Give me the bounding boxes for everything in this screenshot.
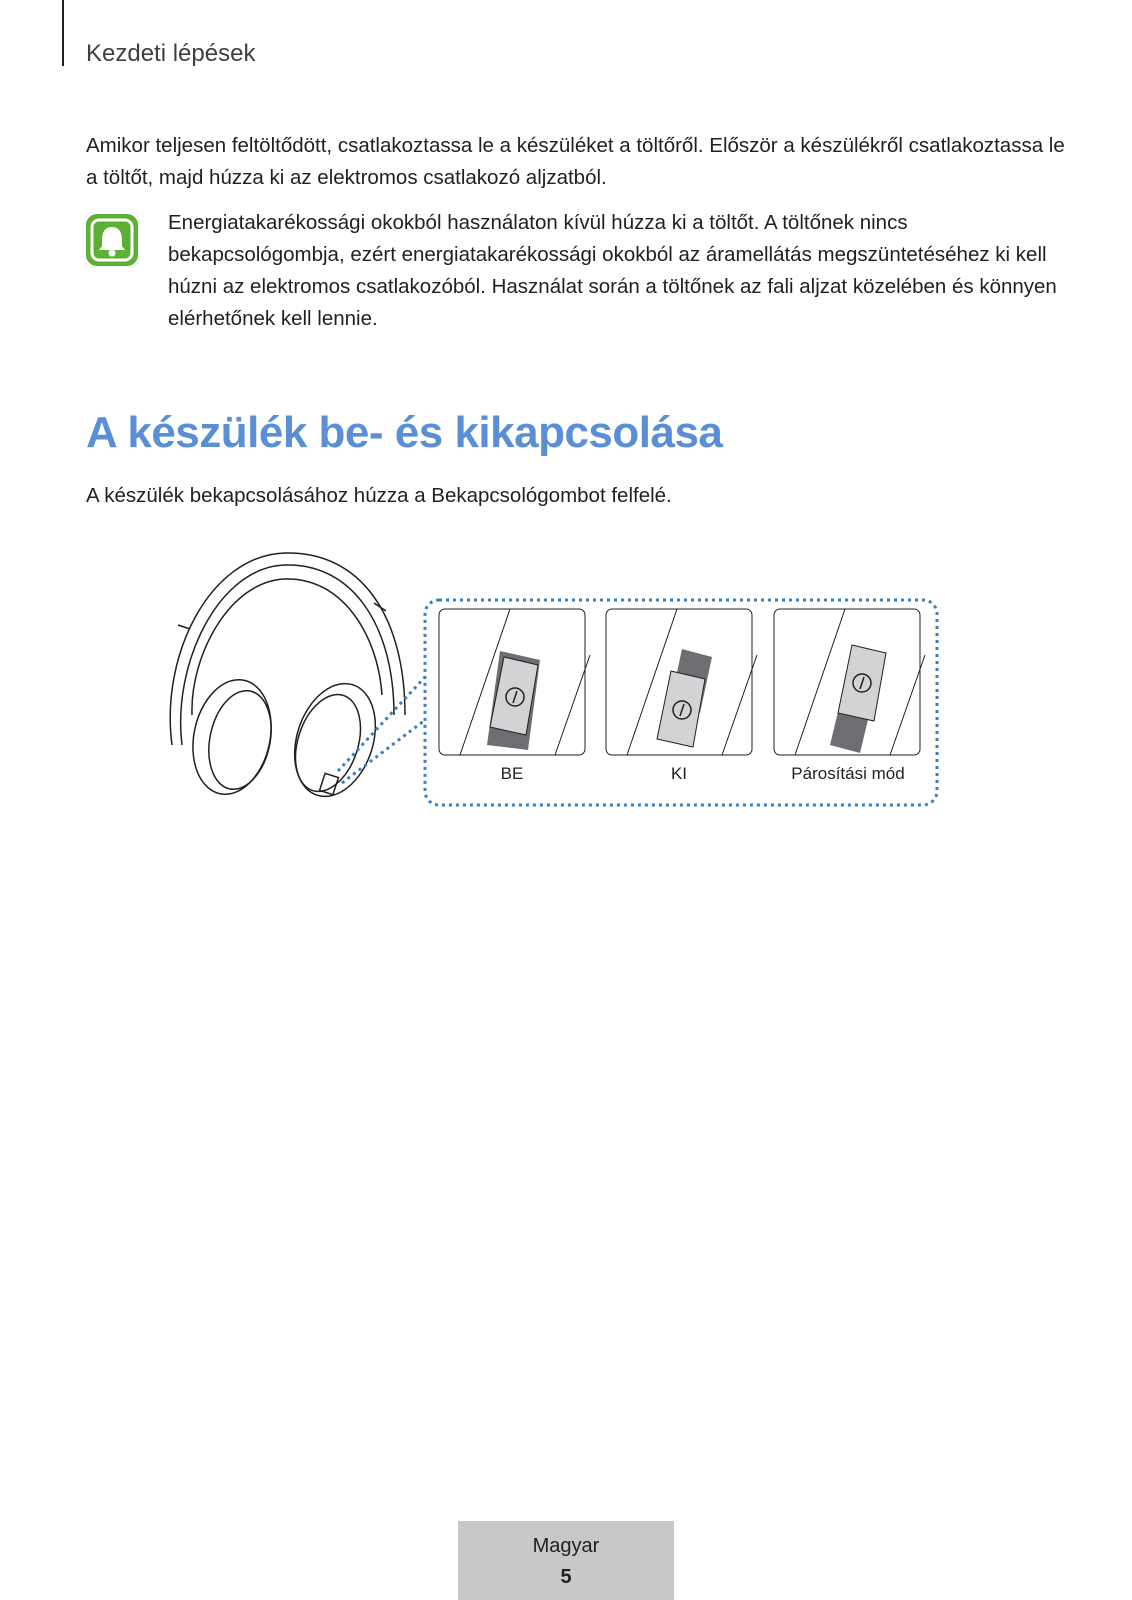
switch-panel-ki [606,609,757,755]
header-rule [62,0,64,66]
headphones-drawing [170,553,405,807]
body-paragraph: Amikor teljesen feltöltődött, csatlakoztassa le a készüléket a töltőről. Először a készülékről csatlakoztassa le a töltőt, majd húzza ki az elektromos csatlakozó aljzatból. [86,134,1065,189]
intro-text: A készülék bekapcsolásához húzza a Bekapcsológombot felfelé. [86,484,672,507]
bell-icon [84,212,140,268]
page-number: 5 [560,1566,572,1588]
panel-label-be: BE [500,764,524,783]
page-heading: A készülék be- és kikapcsolása [86,408,723,457]
panel-label-ki: KI [670,764,688,783]
headphones-illustration [160,545,970,835]
page-footer [458,1521,674,1600]
switch-panel-pairing [774,609,925,755]
panel-label-pairing: Párosítási mód [791,764,905,783]
section-title: Kezdeti lépések [86,40,256,67]
switch-panel-be [439,609,590,755]
footer-language: Magyar [532,1535,600,1557]
note-text: Energiatakarékossági okokból használaton kívül húzza ki a töltőt. A töltőnek nincs bekapcsológombja, ezért energiatakarékossági okokból az áramellátás megszüntetéséhez ki kell húzni az elektromos csatlakozóból. Használat során a töltőnek az fali aljzat közelében és könnyen elérhetőnek kell lennie. [168,211,1057,330]
